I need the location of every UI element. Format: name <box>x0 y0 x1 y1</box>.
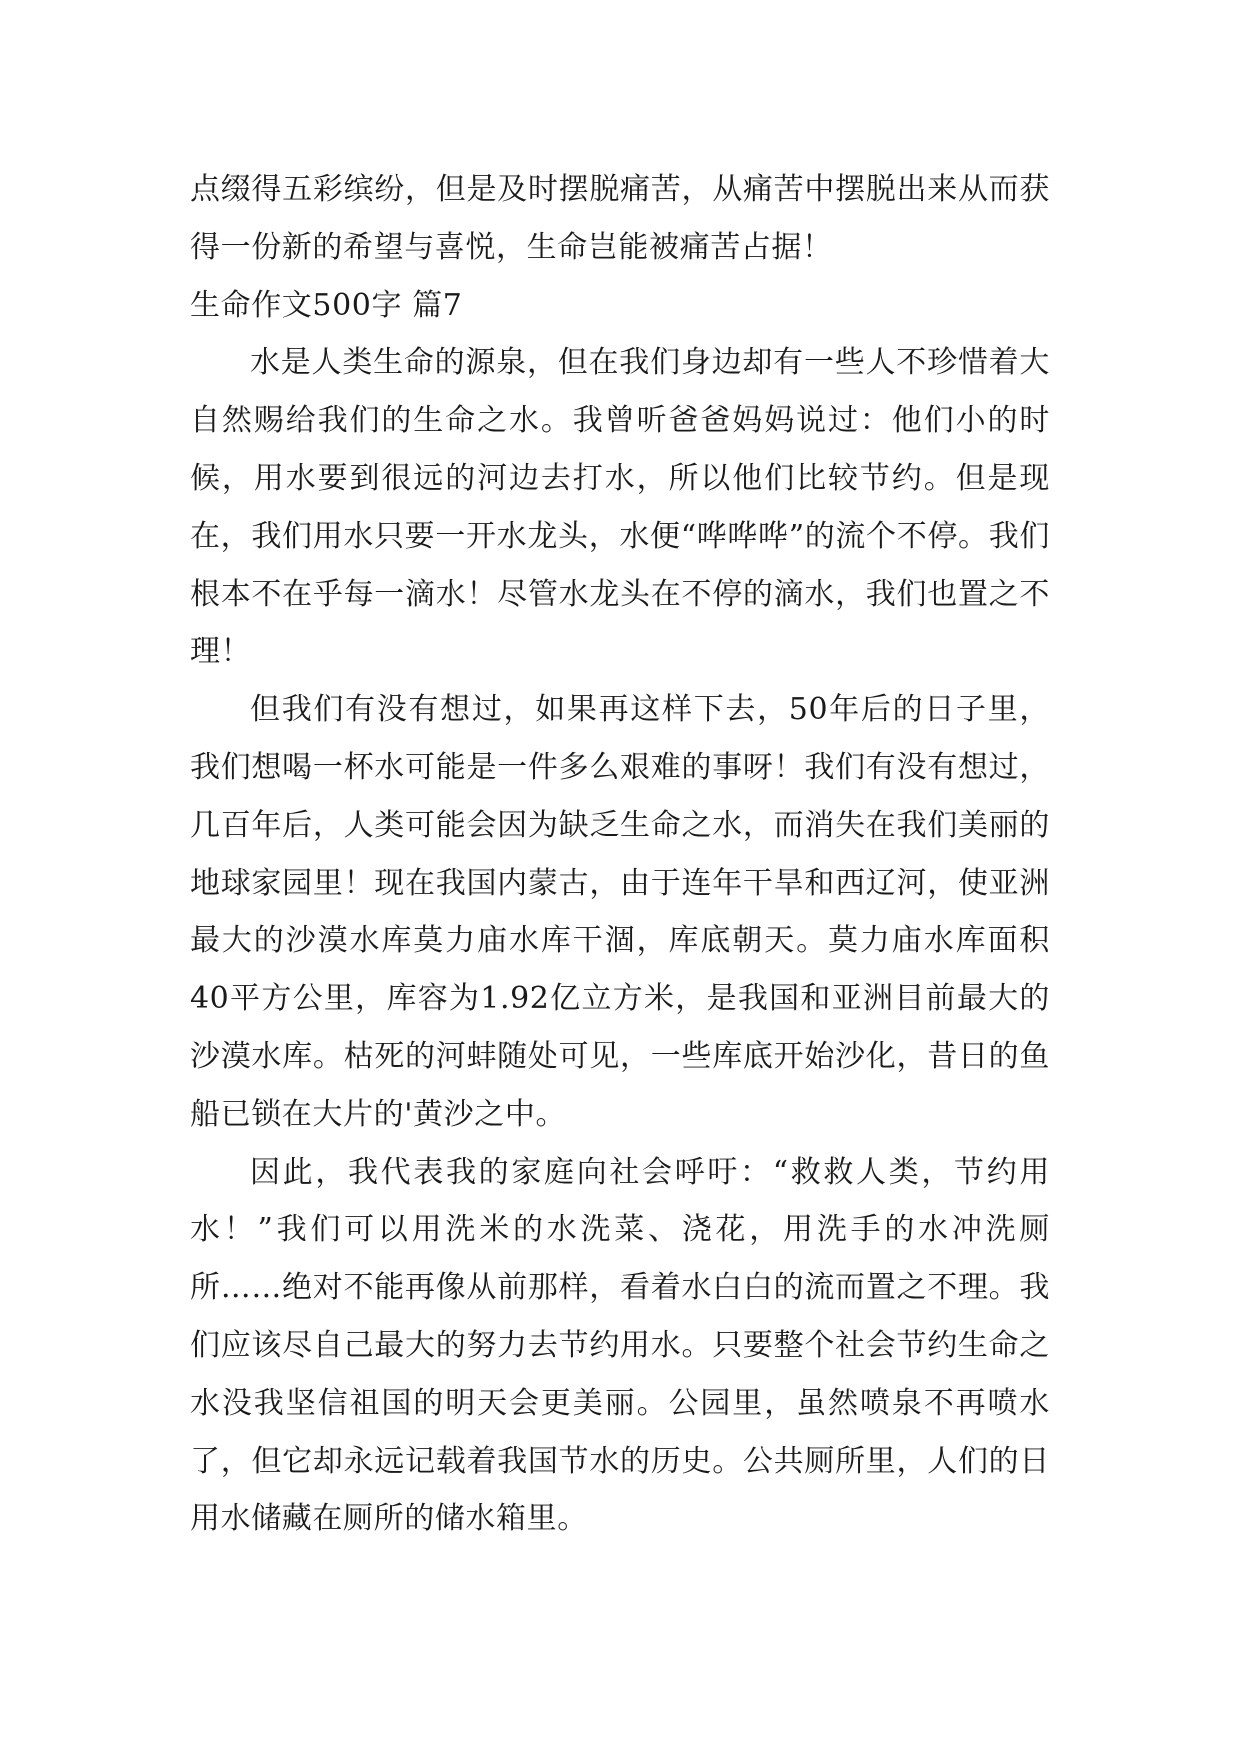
paragraph-call-to-action: 因此，我代表我的家庭向社会呼吁：“救救人类，节约用水！”我们可以用洗米的水洗菜、浇花，用洗手的水冲洗厕所……绝对不能再像从前那样，看着水白白的流而置之不理。我们应该尽自己最大的努力去节约用水。只要整个社会节约生命之水没我坚信祖国的明天会更美丽。公园里，虽然喷泉不再喷水了，但它却永远记载着我国节水的历史。公共厕所里，人们的日用水储藏在厕所的储水箱里。 <box>190 1154 1050 1537</box>
paragraph-future-warning: 但我们有没有想过，如果再这样下去，50年后的日子里，我们想喝一杯水可能是一件多么艰难的事呀！我们有没有想过，几百年后，人类可能会因为缺乏生命之水，而消失在我们美丽的地球家园里！现在我国内蒙古，由于连年干旱和西辽河，使亚洲最大的沙漠水库莫力庙水库干涸，库底朝天。莫力庙水库面积40平方公里，库容为1.92亿立方米，是我国和亚洲目前最大的沙漠水库。枯死的河蚌随处可见，一些库底开始沙化，昔日的鱼船已锁在大片的'黄沙之中。 <box>190 692 1050 1132</box>
paragraph-water-source: 水是人类生命的源泉，但在我们身边却有一些人不珍惜着大自然赐给我们的生命之水。我曾听爸爸妈妈说过：他们小的时候，用水要到很远的河边去打水，所以他们比较节约。但是现在，我们用水只要一开水龙头，水便“哗哗哗”的流个不停。我们根本不在乎每一滴水！尽管水龙头在不停的滴水，我们也置之不理！ <box>190 345 1050 670</box>
section-heading: 生命作文500字 篇7 <box>190 287 463 323</box>
document-body <box>190 161 1050 1548</box>
intro-paragraph: 点缀得五彩缤纷，但是及时摆脱痛苦，从痛苦中摆脱出来从而获得一份新的希望与喜悦，生命岂能被痛苦占据！ <box>190 172 1050 265</box>
